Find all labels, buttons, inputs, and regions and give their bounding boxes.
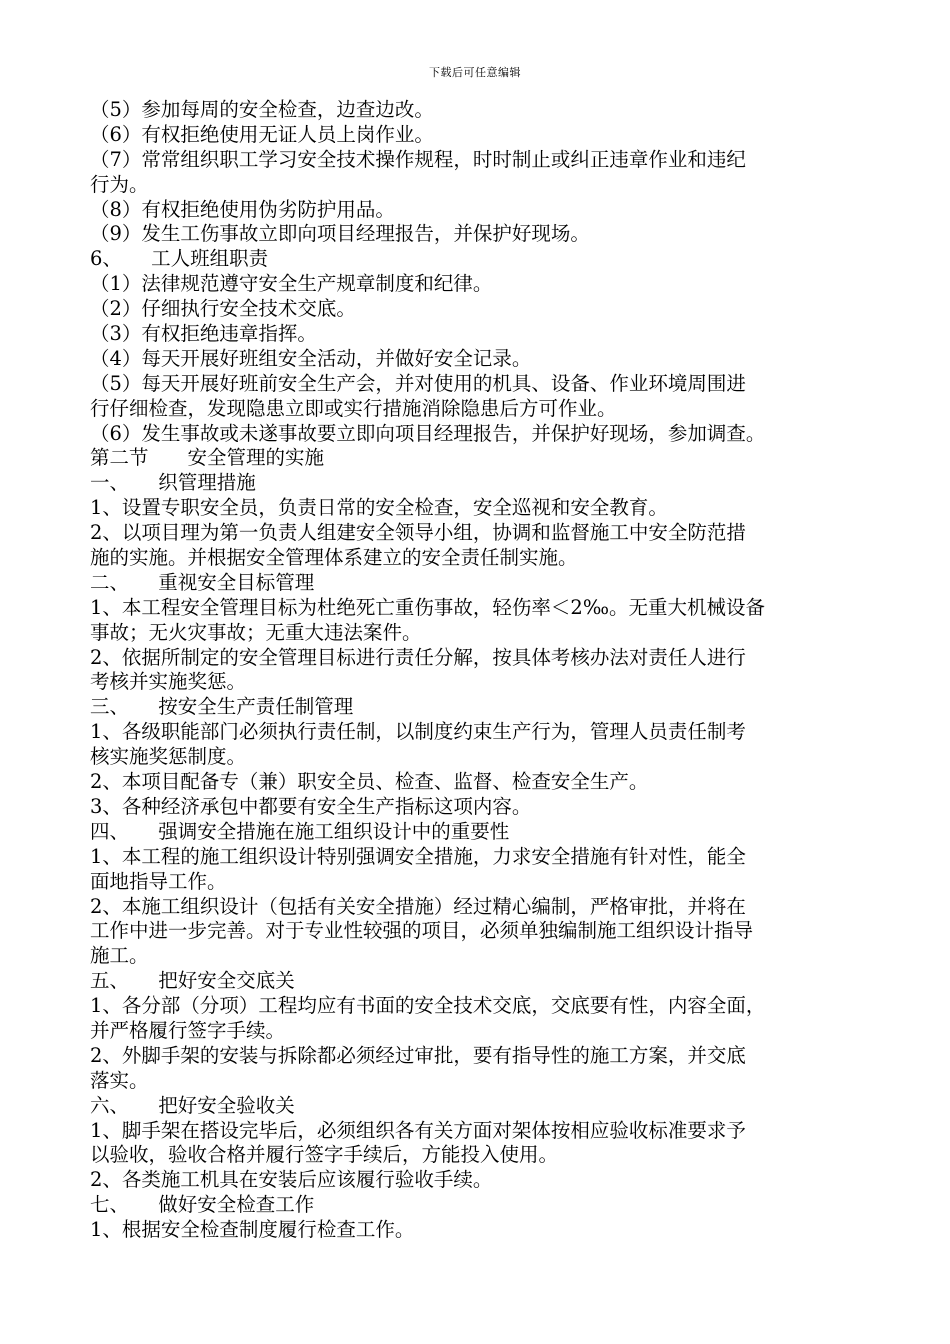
text-line: 2、本项目配备专（兼）职安全员、检查、监督、检查安全生产。 xyxy=(90,770,649,794)
text-line: 并严格履行签字手续。 xyxy=(90,1018,286,1042)
text-line: 2、以项目理为第一负责人组建安全领导小组，协调和监督施工中安全防范措 xyxy=(90,521,746,545)
text-line: 1、各分部（分项）工程均应有书面的安全技术交底，交底要有性，内容全面， xyxy=(90,994,766,1018)
section-heading: 七、 做好安全检查工作 xyxy=(90,1193,315,1217)
text-line: 落实。 xyxy=(90,1068,149,1092)
section-heading: 四、 强调安全措施在施工组织设计中的重要性 xyxy=(90,819,510,843)
text-line: 行仔细检查，发现隐患立即或实行措施消除隐患后方可作业。 xyxy=(90,396,617,420)
text-line: 以验收，验收合格并履行签字手续后，方能投入使用。 xyxy=(90,1143,559,1167)
text-line: 1、脚手架在搭设完毕后，必须组织各有关方面对架体按相应验收标准要求予 xyxy=(90,1118,746,1142)
text-line: 行为。 xyxy=(90,172,149,196)
section-heading: 6、 工人班组职责 xyxy=(90,247,269,271)
document-body xyxy=(90,98,860,1243)
section-heading: 六、 把好安全验收关 xyxy=(90,1093,295,1117)
text-line: 1、本工程安全管理目标为杜绝死亡重伤事故，轻伤率＜2‰。无重大机械设备 xyxy=(90,595,765,619)
text-line: 施的实施。并根据安全管理体系建立的安全责任制实施。 xyxy=(90,546,578,570)
text-line: 1、各级职能部门必须执行责任制，以制度约束生产行为，管理人员责任制考 xyxy=(90,720,746,744)
section-heading: 三、 按安全生产责任制管理 xyxy=(90,695,354,719)
text-line: （5）每天开展好班前安全生产会，并对使用的机具、设备、作业环境周围进 xyxy=(90,371,746,395)
text-line: （3）有权拒绝违章指挥。 xyxy=(90,322,317,346)
text-line: 2、外脚手架的安装与拆除都必须经过审批，要有指导性的施工方案，并交底 xyxy=(90,1043,746,1067)
section-heading: 第二节 安全管理的实施 xyxy=(90,446,325,470)
text-line: 1、设置专职安全员，负责日常的安全检查，安全巡视和安全教育。 xyxy=(90,496,668,520)
section-heading: 五、 把好安全交底关 xyxy=(90,969,295,993)
text-line: （2）仔细执行安全技术交底。 xyxy=(90,297,356,321)
text-line: （7）常常组织职工学习安全技术操作规程，时时制止或纠正违章作业和违纪 xyxy=(90,147,746,171)
text-line: 2、依据所制定的安全管理目标进行责任分解，按具体考核办法对责任人进行 xyxy=(90,645,746,669)
text-line: 工作中进一步完善。对于专业性较强的项目，必须单独编制施工组织设计指导 xyxy=(90,919,754,943)
text-line: 2、各类施工机具在安装后应该履行验收手续。 xyxy=(90,1168,493,1192)
text-line: （8）有权拒绝使用伪劣防护用品。 xyxy=(90,197,395,221)
text-line: 核实施奖惩制度。 xyxy=(90,745,247,769)
text-line: （9）发生工伤事故立即向项目经理报告，并保护好现场。 xyxy=(90,222,590,246)
text-line: （4）每天开展好班组安全活动，并做好安全记录。 xyxy=(90,346,532,370)
section-heading: 一、 织管理措施 xyxy=(90,471,256,495)
text-line: 事故；无火灾事故；无重大违法案件。 xyxy=(90,620,422,644)
text-line: （6）有权拒绝使用无证人员上岗作业。 xyxy=(90,122,434,146)
text-line: 3、各种经济承包中都要有安全生产指标这项内容。 xyxy=(90,794,532,818)
text-line: （5）参加每周的安全检查，边查边改。 xyxy=(90,98,434,121)
text-line: （6）发生事故或未遂事故要立即向项目经理报告，并保护好现场，参加调查。 xyxy=(90,421,766,445)
text-line: （1）法律规范遵守安全生产规章制度和纪律。 xyxy=(90,272,493,296)
section-heading: 二、 重视安全目标管理 xyxy=(90,570,315,594)
text-line: 面地指导工作。 xyxy=(90,869,227,893)
page-header: 下载后可任意编辑 xyxy=(429,66,521,79)
text-line: 施工。 xyxy=(90,944,149,968)
text-line: 考核并实施奖惩。 xyxy=(90,670,247,694)
text-line: 1、本工程的施工组织设计特别强调安全措施，力求安全措施有针对性，能全 xyxy=(90,844,746,868)
text-line: 2、本施工组织设计（包括有关安全措施）经过精心编制，严格审批，并将在 xyxy=(90,894,746,918)
text-line: 1、根据安全检查制度履行检查工作。 xyxy=(90,1218,415,1242)
